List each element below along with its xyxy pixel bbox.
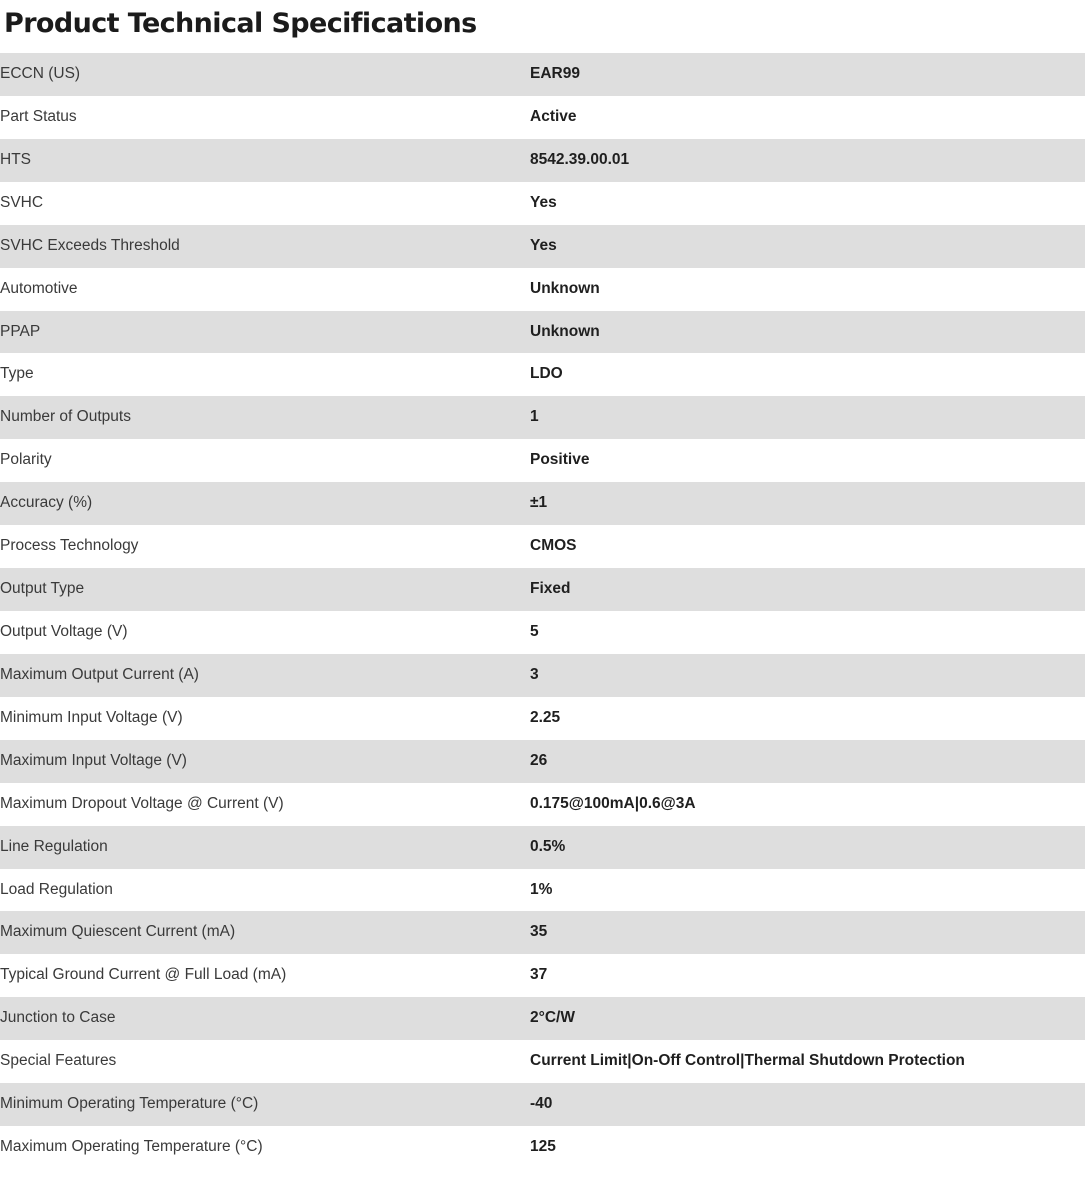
specifications-table-body <box>0 53 1085 1169</box>
spec-value-text: Positive <box>530 451 590 469</box>
spec-value-text: EAR99 <box>530 65 580 82</box>
spec-value-text: 35 <box>530 923 548 941</box>
table-row <box>0 1126 1085 1169</box>
spec-label: Minimum Input Voltage (V) <box>0 697 530 740</box>
spec-label: Maximum Dropout Voltage @ Current (V) <box>0 783 530 826</box>
spec-label: Junction to Case <box>0 997 530 1040</box>
spec-label: Maximum Input Voltage (V) <box>0 740 530 783</box>
spec-value <box>530 611 1085 654</box>
spec-value-text: Current Limit|On-Off Control|Thermal Shutdown Protection <box>530 1052 965 1070</box>
specifications-table <box>0 53 1085 1169</box>
spec-value <box>530 96 1085 139</box>
table-row <box>0 1083 1085 1126</box>
spec-label: Typical Ground Current @ Full Load (mA) <box>0 954 530 997</box>
spec-value <box>530 997 1085 1040</box>
spec-page <box>0 8 1085 1169</box>
spec-value <box>530 396 1085 439</box>
spec-value <box>530 740 1085 783</box>
spec-label: Load Regulation <box>0 869 530 912</box>
spec-label: Automotive <box>0 268 530 311</box>
spec-value <box>530 353 1085 396</box>
spec-label: Process Technology <box>0 525 530 568</box>
spec-value <box>530 568 1085 611</box>
table-row <box>0 783 1085 826</box>
table-row <box>0 182 1085 225</box>
table-row <box>0 225 1085 268</box>
table-row <box>0 869 1085 912</box>
spec-value <box>530 1040 1085 1083</box>
table-row <box>0 525 1085 568</box>
spec-label: ECCN (US) <box>0 53 530 96</box>
table-row <box>0 911 1085 954</box>
table-row <box>0 96 1085 139</box>
spec-value <box>530 654 1085 697</box>
spec-value-text: CMOS <box>530 537 577 555</box>
spec-value-text: 2°C/W <box>530 1009 575 1027</box>
table-row <box>0 697 1085 740</box>
spec-value-text: Fixed <box>530 580 571 598</box>
spec-value <box>530 311 1085 354</box>
table-row <box>0 439 1085 482</box>
spec-value-text: 37 <box>530 966 548 984</box>
spec-value-text: 5 <box>530 622 539 640</box>
spec-label: Type <box>0 353 530 396</box>
table-row <box>0 353 1085 396</box>
spec-value-text: 26 <box>530 751 548 769</box>
spec-label: Maximum Operating Temperature (°C) <box>0 1126 530 1169</box>
spec-value-text: 8542.39.00.01 <box>530 150 630 168</box>
page-title: Product Technical Specifications <box>4 8 477 39</box>
spec-value <box>530 783 1085 826</box>
spec-value-text: 125 <box>530 1138 556 1156</box>
table-row <box>0 568 1085 611</box>
spec-value <box>530 53 1085 96</box>
table-row <box>0 611 1085 654</box>
spec-value <box>530 439 1085 482</box>
table-row <box>0 53 1085 96</box>
spec-value <box>530 1126 1085 1169</box>
spec-value-text: Yes <box>530 236 557 254</box>
spec-value-text: LDO <box>530 365 563 383</box>
spec-label: Part Status <box>0 96 530 139</box>
spec-value <box>530 954 1085 997</box>
spec-label: SVHC <box>0 182 530 225</box>
spec-value-text: 2.25 <box>530 708 561 726</box>
table-row <box>0 1040 1085 1083</box>
spec-label: Polarity <box>0 439 530 482</box>
spec-value <box>530 182 1085 225</box>
spec-value-text: Active <box>530 107 577 125</box>
table-row <box>0 997 1085 1040</box>
spec-label: Special Features <box>0 1040 530 1083</box>
spec-value <box>530 268 1085 311</box>
spec-value <box>530 1083 1085 1126</box>
spec-label: Output Voltage (V) <box>0 611 530 654</box>
spec-label: PPAP <box>0 311 530 354</box>
spec-value-text: Unknown <box>530 279 600 297</box>
spec-value <box>530 139 1085 182</box>
spec-value <box>530 869 1085 912</box>
spec-value-text: 1 <box>530 408 539 426</box>
table-row <box>0 311 1085 354</box>
spec-value-text: -40 <box>530 1095 553 1113</box>
table-row <box>0 139 1085 182</box>
spec-value-text: 1% <box>530 880 553 898</box>
table-row <box>0 482 1085 525</box>
spec-label: Accuracy (%) <box>0 482 530 525</box>
spec-label: HTS <box>0 139 530 182</box>
spec-label: Number of Outputs <box>0 396 530 439</box>
table-row <box>0 654 1085 697</box>
spec-value-text: 0.175@100mA|0.6@3A <box>530 794 696 812</box>
spec-label: Maximum Quiescent Current (mA) <box>0 911 530 954</box>
spec-value <box>530 525 1085 568</box>
spec-label: Output Type <box>0 568 530 611</box>
spec-value <box>530 482 1085 525</box>
table-row <box>0 740 1085 783</box>
spec-value <box>530 697 1085 740</box>
spec-value-text: 3 <box>530 665 539 683</box>
spec-value-text: ±1 <box>530 494 548 512</box>
spec-value-text: Yes <box>530 193 557 211</box>
spec-value-text: Unknown <box>530 322 600 340</box>
spec-value-text: 0.5% <box>530 837 566 855</box>
table-row <box>0 396 1085 439</box>
table-row <box>0 268 1085 311</box>
spec-label: Line Regulation <box>0 826 530 869</box>
spec-value <box>530 826 1085 869</box>
spec-value <box>530 911 1085 954</box>
spec-value <box>530 225 1085 268</box>
spec-label: Minimum Operating Temperature (°C) <box>0 1083 530 1126</box>
spec-label: Maximum Output Current (A) <box>0 654 530 697</box>
table-row <box>0 826 1085 869</box>
table-row <box>0 954 1085 997</box>
spec-label: SVHC Exceeds Threshold <box>0 225 530 268</box>
